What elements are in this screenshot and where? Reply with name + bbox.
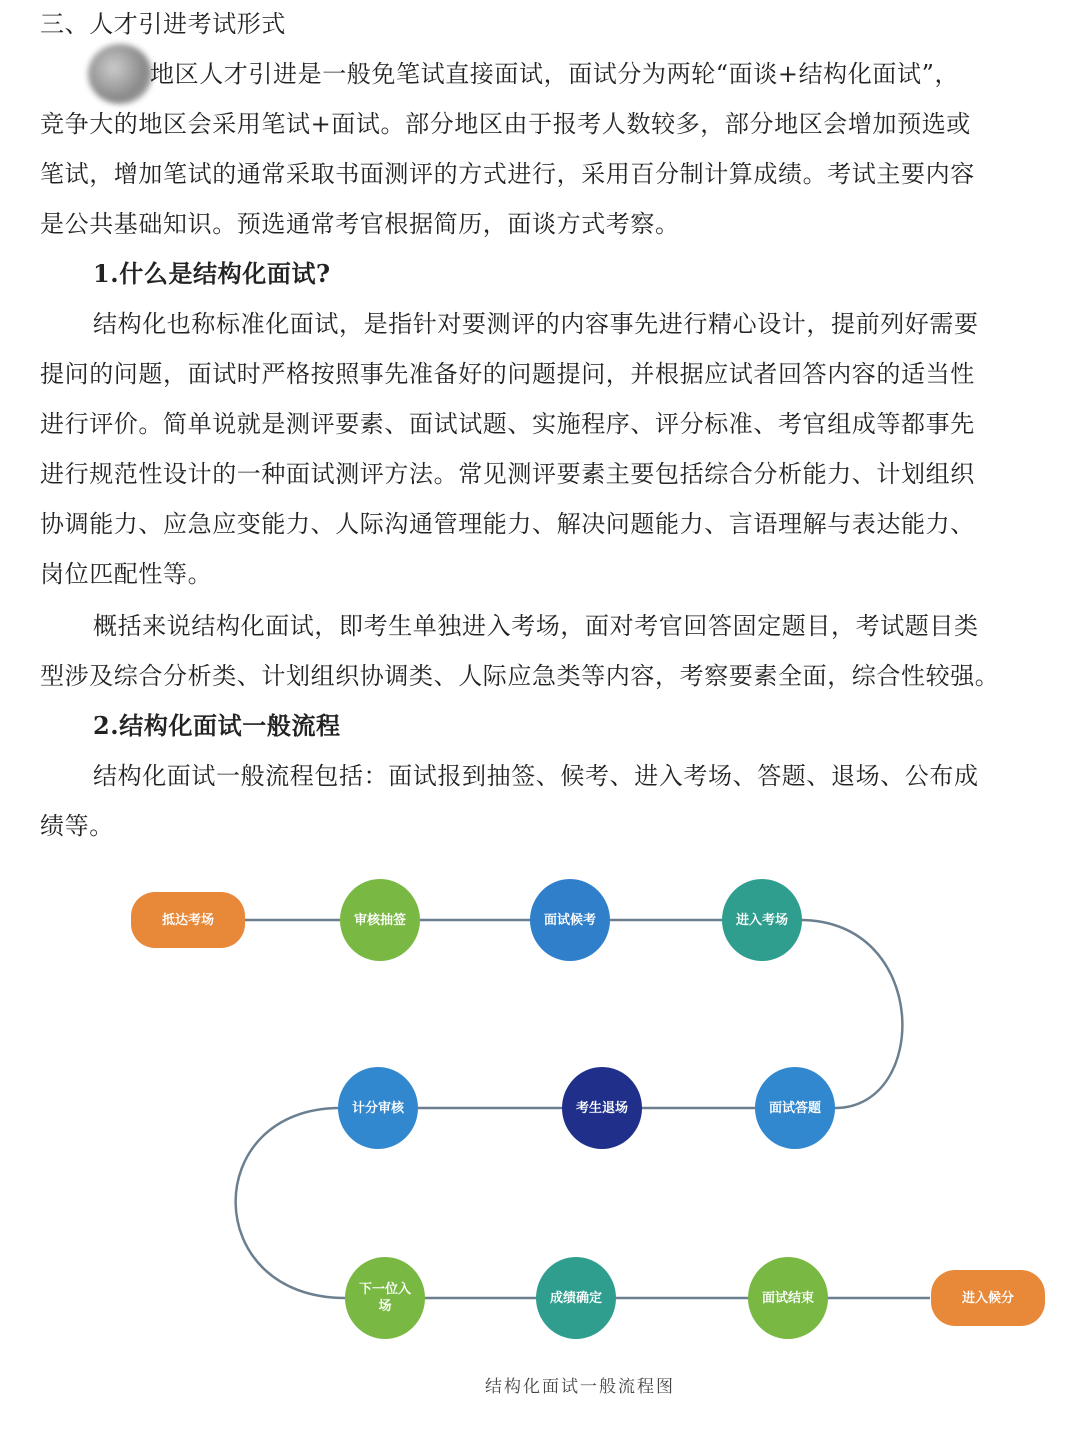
flow-node [338,1067,418,1149]
paragraph-line: 岗位匹配性等。 [40,560,213,588]
flow-node-label: 下一位入场 [358,1282,411,1314]
paragraph-line: 提问的问题，面试时严格按照事先准备好的问题提问，并根据应试者回答内容的适当性 [40,360,975,388]
flow-node-label: 抵达考场 [161,912,214,928]
flow-node [340,879,420,961]
flow-node-label: 计分审核 [351,1100,404,1116]
flow-node-label: 成绩确定 [549,1290,602,1306]
flow-connector [236,1108,345,1298]
section-heading: 三、人才引进考试形式 [40,10,286,38]
flow-node-label: 进入候分 [961,1290,1014,1306]
flow-node [345,1257,425,1339]
paragraph-line: 是公共基础知识。预选通常考官根据简历，面谈方式考察。 [40,210,680,238]
flow-node-label: 面试结束 [761,1290,814,1306]
flowchart-caption: 结构化面试一般流程图 [485,1377,675,1397]
flow-node [536,1257,616,1339]
flow-node [530,879,610,961]
flow-node [131,890,245,950]
paragraph-line: 结构化面试一般流程包括：面试报到抽签、候考、进入考场、答题、退场、公布成 [93,762,979,790]
paragraph-line: 协调能力、应急应变能力、人际沟通管理能力、解决问题能力、言语理解与表达能力、 [40,510,975,538]
flow-node-label: 审核抽签 [353,912,406,928]
flow-node [562,1067,642,1149]
paragraph-line: 进行评价。简单说就是测评要素、面试试题、实施程序、评分标准、考官组成等都事先 [40,410,975,438]
flow-node-label: 进入考场 [735,912,788,928]
flow-node [755,1067,835,1149]
paragraph-line: 进行规范性设计的一种面试测评方法。常见测评要素主要包括综合分析能力、计划组织 [40,460,975,488]
flow-node [931,1268,1045,1328]
flow-node-label: 面试答题 [768,1100,821,1116]
paragraph-line: 笔试，增加笔试的通常采取书面测评的方式进行，采用百分制计算成绩。考试主要内容 [40,160,975,188]
flow-node [748,1257,828,1339]
paragraph-line: 结构化也称标准化面试，是指针对要测评的内容事先进行精心设计，提前列好需要 [93,310,979,338]
flow-node [722,879,802,961]
flow-node-label: 考生退场 [575,1100,628,1116]
paragraph-line: 地区人才引进是一般免笔试直接面试，面试分为两轮“面谈+结构化面试”， [150,60,960,88]
paragraph-line: 绩等。 [40,812,114,840]
paragraph-line: 竞争大的地区会采用笔试+面试。部分地区由于报考人数较多，部分地区会增加预选或 [40,110,971,138]
paragraph-line: 型涉及综合分析类、计划组织协调类、人际应急类等内容，考察要素全面，综合性较强。 [40,662,1000,690]
flow-node-label: 面试候考 [543,912,596,928]
paragraph-line: 概括来说结构化面试，即考生单独进入考场，面对考官回答固定题目，考试题目类 [93,612,979,640]
subheading-1: 1.什么是结构化面试? [93,259,331,288]
subheading-2: 2.结构化面试一般流程 [93,711,341,740]
